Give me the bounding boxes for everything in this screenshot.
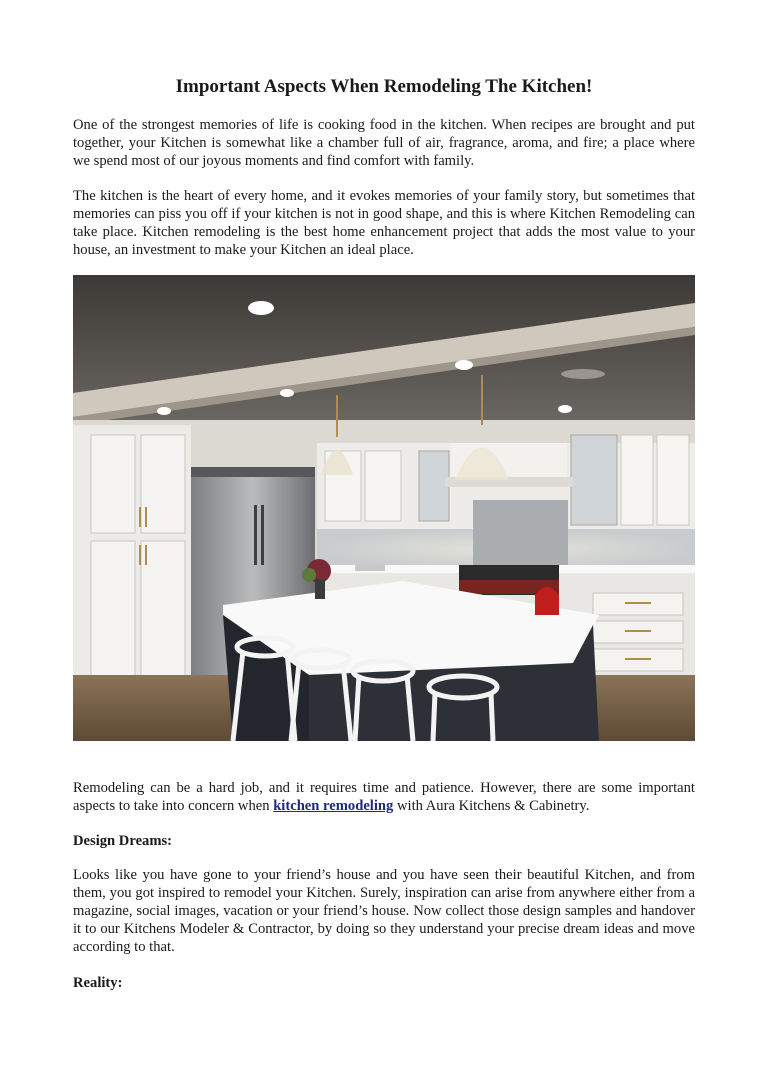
kitchen-remodeling-link[interactable]: kitchen remodeling [273,798,394,814]
remodeling-paragraph [73,779,695,815]
heart-of-home-paragraph: The kitchen is the heart of every home, and it evokes memories of your family story, but sometimes that memories can piss you off if your kitchen is not in good shape, and this is where Kitchen Remodeling can take place. Kitchen remodeling is the best home enhancement project that adds the most value to your house, an investment to make your Kitchen an ideal place. [73,188,695,258]
intro-paragraph: One of the strongest memories of life is cooking food in the kitchen. When recipes are brought and put together, your Kitchen is somewhat like a chamber full of air, fragrance, aroma, and fire; a place where we spend most of our joyous moments and find comfort with family. [73,117,695,169]
recessed-light [157,407,171,415]
recessed-light [455,360,473,370]
section-heading-design-dreams: Design Dreams: [73,833,173,849]
recessed-light [248,301,274,315]
remodeling-text-after-link: with Aura Kitchens & Cabinetry. [393,798,590,814]
remodeling-text-before-link: Remodeling can be a hard job, and it requires time and patience. However, there are some important aspects to take into concern when [73,780,695,814]
recessed-light [280,389,294,397]
kitchen-photo [73,275,695,741]
design-dreams-paragraph: Looks like you have gone to your friend’s house and you have seen their beautiful Kitchen, and from them, you got inspired to remodel your Kitchen. Surely, inspiration can arise from anywhere either from a magazine, social images, vacation or your friend’s house. Now collect those design samples and handover it to our Kitchens Modeler & Contractor, by doing so they understand your precise dream ideas and move according to that. [73,867,695,955]
recessed-light [561,369,605,379]
document-title: Important Aspects When Remodeling The Kitchen! [175,76,593,97]
recessed-light [558,405,572,413]
kettle [535,587,559,615]
section-heading-reality: Reality: [73,975,123,991]
